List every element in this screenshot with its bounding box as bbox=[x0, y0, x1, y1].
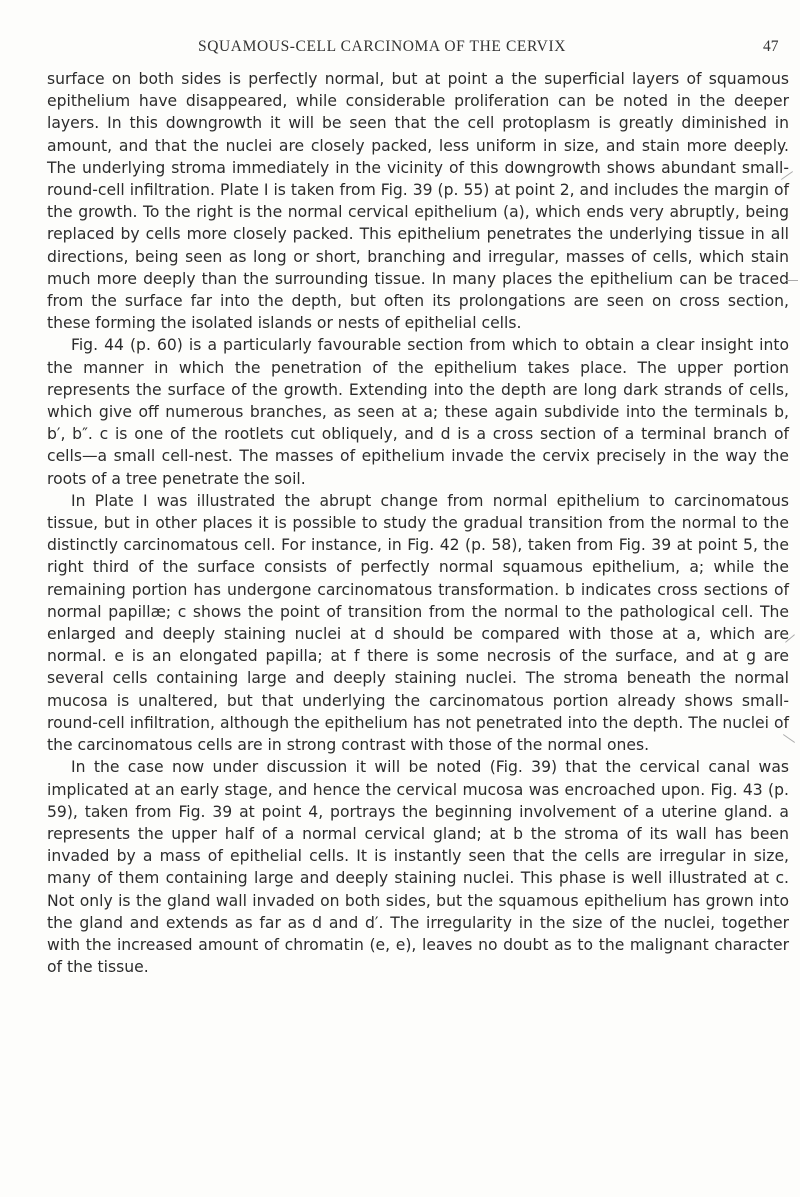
page-number: 47 bbox=[763, 38, 779, 55]
paragraph-3: In Plate I was illustrated the abrupt change from normal epithelium to carcinomatous tissue, but in other places it is possible to study the gradual transition from the normal to the distinctly carcinomatous cell. For instance, in Fig. 42 (p. 58), taken from Fig. 39 at point 5, the right third of the surface consists of perfectly normal squamous epithelium, a; while the remaining portion has undergone carcinomatous transformation. b indicates cross sections of normal papillæ; c shows the point of transition from the normal to the pathological cell. The enlarged and deeply staining nuclei at d should be compared with those at a, which are normal. e is an elongated papilla; at f there is some necrosis of the surface, and at g are several cells containing large and deeply staining nuclei. The stroma beneath the normal mucosa is unaltered, but that underlying the carcinomatous portion already shows small-round-cell infiltration, although the epithelium has not penetrated into the depth. The nuclei of the carcinomatous cells are in strong contrast with those of the normal ones. bbox=[47, 491, 789, 755]
paragraph-1: surface on both sides is perfectly normal, but at point a the superficial layers of squamous epithelium have disappeared, while considerable proliferation can be noted in the deeper layers. In this downgrowth it will be seen that the cell protoplasm is greatly diminished in amount, and that the nuclei are closely packed, less uniform in size, and stain more deeply. The underlying stroma immediately in the vicinity of this downgrowth shows abundant small-round-cell infiltration. Plate I is taken from Fig. 39 (p. 55) at point 2, and includes the margin of the growth. To the right is the normal cervical epithelium (a), which ends very abruptly, being replaced by cells more closely packed. This epithelium penetrates the underlying tissue in all directions, being seen as long or short, branching and irregular, masses of cells, which stain much more deeply than the surrounding tissue. In many places the epithelium can be traced from the surface far into the depth, but often its prolongations are seen on cross section, these forming the isolated islands or nests of epithelial cells. bbox=[47, 70, 789, 333]
paragraph-4: In the case now under discussion it will be noted (Fig. 39) that the cervical canal was implicated at an early stage, and hence the cervical mucosa was encroached upon. Fig. 43 (p. 59), taken from Fig. 39 at point 4, portrays the beginning involvement of a uterine gland. a represents the upper half of a normal cervical gland; at b the stroma of its wall has been invaded by a mass of epithelial cells. It is instantly seen that the cells are irregular in size, many of them containing large and deeply staining nuclei. This phase is well illustrated at c. Not only is the gland wall invaded on both sides, but the squamous epithelium has grown into the gland and extends as far as d and d′. The irregularity in the size of the nuclei, together with the increased amount of chromatin (e, e), leaves no doubt as to the malignant character of the tissue. bbox=[47, 758, 789, 977]
running-header bbox=[0, 38, 800, 60]
running-header-title: SQUAMOUS-CELL CARCINOMA OF THE CERVIX bbox=[198, 38, 567, 55]
body-text bbox=[47, 68, 789, 978]
margin-pencil-mark bbox=[786, 280, 798, 281]
paragraph-2: Fig. 44 (p. 60) is a particularly favourable section from which to obtain a clear insight into the manner in which the penetration of the epithelium takes place. The upper portion represents the surface of the growth. Extending into the depth are long dark strands of cells, which give off numerous branches, as seen at a; these again subdivide into the terminals b, b′, b″. c is one of the rootlets cut obliquely, and d is a cross section of a terminal branch of cells—a small cell-nest. The masses of epithelium invade the cervix precisely in the way the roots of a tree penetrate the soil. bbox=[47, 336, 789, 488]
